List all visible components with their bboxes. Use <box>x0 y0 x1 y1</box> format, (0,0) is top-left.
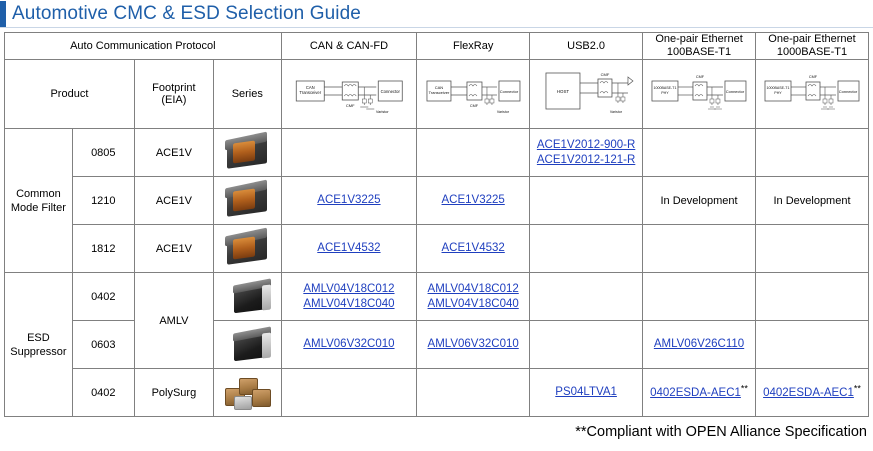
cell-flexray-0805 <box>417 129 530 177</box>
part-link[interactable]: AMLV04V18C040 <box>427 297 519 310</box>
cell-eth100-0603-amlv <box>643 321 756 369</box>
cell-eth100-0402-amlv <box>643 273 756 321</box>
product-photo-cmc-0805 <box>213 129 281 177</box>
cell-usb-1812 <box>530 225 643 273</box>
diagram-can-svg <box>282 63 417 125</box>
header-footprint-line1: Footprint <box>152 82 196 94</box>
part-link[interactable]: AMLV06V32C010 <box>427 338 519 350</box>
svg-text:HOST: HOST <box>556 89 570 94</box>
cell-eth1000-1210: In Development <box>756 177 869 225</box>
cmc-photo <box>219 230 275 268</box>
cell-can-0603-amlv <box>281 321 417 369</box>
footnote-marker: ** <box>740 383 748 394</box>
table-row <box>5 177 869 225</box>
header-ethernet-100-line2: 100BASE-T1 <box>666 46 732 58</box>
part-link[interactable]: ACE1V2012-121-R <box>536 153 636 166</box>
category-line1: ESD <box>27 331 50 344</box>
diagram-ethernet-100 <box>643 60 756 129</box>
footprint-cell: 0805 <box>72 129 134 177</box>
product-photo-amlv-0402 <box>213 273 281 321</box>
cell-usb-0402-amlv <box>530 273 643 321</box>
header-series: Series <box>213 60 281 129</box>
footprint-cell: 0603 <box>72 321 134 369</box>
svg-text:Varistor: Varistor <box>497 110 510 114</box>
footnote-marker: ** <box>853 383 861 394</box>
diagram-usb <box>530 60 643 129</box>
diagram-ethernet-1000-svg <box>756 63 868 125</box>
header-product: Product <box>5 60 135 129</box>
category-line1: Common <box>16 187 61 200</box>
header-ethernet-100-line1: One-pair Ethernet <box>655 33 743 45</box>
svg-text:CAN: CAN <box>305 85 315 90</box>
series-cell: ACE1V <box>134 129 213 177</box>
header-flexray: FlexRay <box>417 33 530 60</box>
header-ethernet-1000-line1: One-pair Ethernet <box>768 33 856 45</box>
category-line2: Suppressor <box>10 345 67 358</box>
svg-text:PHY: PHY <box>661 91 669 95</box>
footprint-cell: 1812 <box>72 225 134 273</box>
part-link[interactable]: AMLV06V26C110 <box>653 338 745 350</box>
cmc-photo <box>219 134 275 172</box>
part-link[interactable]: ACE1V3225 <box>317 194 381 206</box>
svg-text:CMF: CMF <box>695 75 705 79</box>
table-row <box>5 369 869 417</box>
svg-text:Connector: Connector <box>838 89 858 94</box>
cell-can-0805 <box>281 129 417 177</box>
svg-text:1000BASE-T1: 1000BASE-T1 <box>766 86 790 90</box>
footprint-cell: 0402 <box>72 369 134 417</box>
product-photo-cmc-1210 <box>213 177 281 225</box>
cell-flexray-0603-amlv <box>417 321 530 369</box>
cell-eth1000-0402-amlv <box>756 273 869 321</box>
cmc-photo <box>219 182 275 220</box>
header-ethernet-100 <box>643 33 756 60</box>
title-text: Automotive CMC & ESD Selection Guide <box>12 3 361 24</box>
cell-eth100-0402-polysurg <box>643 369 756 417</box>
polysurg-photo <box>219 374 275 412</box>
cell-eth1000-0805 <box>756 129 869 177</box>
svg-text:CMF: CMF <box>808 75 818 79</box>
header-usb: USB2.0 <box>530 33 643 60</box>
cell-usb-1210 <box>530 177 643 225</box>
svg-text:Varistor: Varistor <box>610 110 623 114</box>
svg-text:CMF: CMF <box>600 72 610 77</box>
diagram-flexray <box>417 60 530 129</box>
table-row <box>5 129 869 177</box>
diagram-usb-svg <box>530 63 642 125</box>
chip-photo <box>224 328 270 362</box>
series-cell: ACE1V <box>134 225 213 273</box>
header-can: CAN & CAN-FD <box>281 33 417 60</box>
cell-can-0402-amlv <box>281 273 417 321</box>
footprint-cell: 0402 <box>72 273 134 321</box>
svg-text:Varistor: Varistor <box>375 110 389 114</box>
svg-text:PHY: PHY <box>774 91 782 95</box>
svg-text:Connector: Connector <box>725 89 745 94</box>
cell-eth1000-0402-polysurg <box>756 369 869 417</box>
part-link[interactable]: AMLV04V18C040 <box>303 297 395 310</box>
diagram-ethernet-100-svg <box>643 63 755 125</box>
header-footprint <box>134 60 213 129</box>
series-cell: ACE1V <box>134 177 213 225</box>
svg-text:CMF: CMF <box>345 103 355 108</box>
svg-text:1000BASE-T1: 1000BASE-T1 <box>653 86 677 90</box>
cell-eth100-1210: In Development <box>643 177 756 225</box>
part-link[interactable]: 0402ESDA-AEC1 <box>650 387 741 400</box>
cell-flexray-1210 <box>417 177 530 225</box>
cell-flexray-0402-polysurg <box>417 369 530 417</box>
part-link[interactable]: ACE1V4532 <box>317 242 381 254</box>
cell-eth1000-0603-amlv <box>756 321 869 369</box>
svg-text:CAN: CAN <box>434 85 444 90</box>
part-link[interactable]: ACE1V2012-900-R <box>536 138 636 151</box>
cell-eth100-0805 <box>643 129 756 177</box>
diagram-ethernet-1000 <box>756 60 869 129</box>
cell-can-0402-polysurg <box>281 369 417 417</box>
title-accent-bar <box>0 1 6 27</box>
product-photo-cmc-1812 <box>213 225 281 273</box>
table-row <box>5 225 869 273</box>
footnote-text: **Compliant with OPEN Alliance Specification <box>575 424 867 440</box>
category-common-mode-filter <box>5 129 73 273</box>
chip-photo <box>224 280 270 314</box>
table-header-row <box>5 33 869 60</box>
series-cell: PolySurg <box>134 369 213 417</box>
category-line2: Mode Filter <box>10 201 66 214</box>
svg-text:Connector: Connector <box>499 89 519 94</box>
cell-usb-0603-amlv <box>530 321 643 369</box>
footprint-cell: 1210 <box>72 177 134 225</box>
product-photo-amlv-0603 <box>213 321 281 369</box>
page-title <box>0 0 873 28</box>
svg-text:Transceiver: Transceiver <box>299 90 321 95</box>
selection-guide-table <box>4 32 869 417</box>
part-link[interactable]: AMLV04V18C012 <box>303 282 395 295</box>
header-ethernet-1000-line2: 1000BASE-T1 <box>776 46 848 58</box>
cell-flexray-1812 <box>417 225 530 273</box>
svg-text:CMF: CMF <box>470 104 479 108</box>
svg-text:Transceiver: Transceiver <box>428 90 450 95</box>
cell-usb-0402-polysurg <box>530 369 643 417</box>
table-subheader-row <box>5 60 869 129</box>
part-link[interactable]: 0402ESDA-AEC1 <box>763 387 854 400</box>
cell-eth100-1812 <box>643 225 756 273</box>
header-ethernet-1000 <box>756 33 869 60</box>
diagram-flexray-svg <box>417 63 529 125</box>
header-footprint-line2: (EIA) <box>161 94 187 106</box>
table-row <box>5 273 869 321</box>
part-link[interactable]: AMLV04V18C012 <box>427 282 519 295</box>
cell-eth1000-1812 <box>756 225 869 273</box>
cell-can-1210 <box>281 177 417 225</box>
part-link[interactable]: PS04LTVA1 <box>555 386 617 398</box>
diagram-can <box>281 60 417 129</box>
series-cell: AMLV <box>134 273 213 369</box>
part-link[interactable]: ACE1V3225 <box>441 194 505 206</box>
category-esd-suppressor <box>5 273 73 417</box>
part-link[interactable]: ACE1V4532 <box>441 242 505 254</box>
product-photo-polysurg-0402 <box>213 369 281 417</box>
svg-text:Connector: Connector <box>380 89 400 94</box>
part-link[interactable]: AMLV06V32C010 <box>303 338 395 350</box>
header-auto-communication-protocol: Auto Communication Protocol <box>5 33 282 60</box>
cell-can-1812 <box>281 225 417 273</box>
table-row <box>5 321 869 369</box>
cell-flexray-0402-amlv <box>417 273 530 321</box>
title-divider <box>0 27 873 28</box>
cell-usb-0805 <box>530 129 643 177</box>
